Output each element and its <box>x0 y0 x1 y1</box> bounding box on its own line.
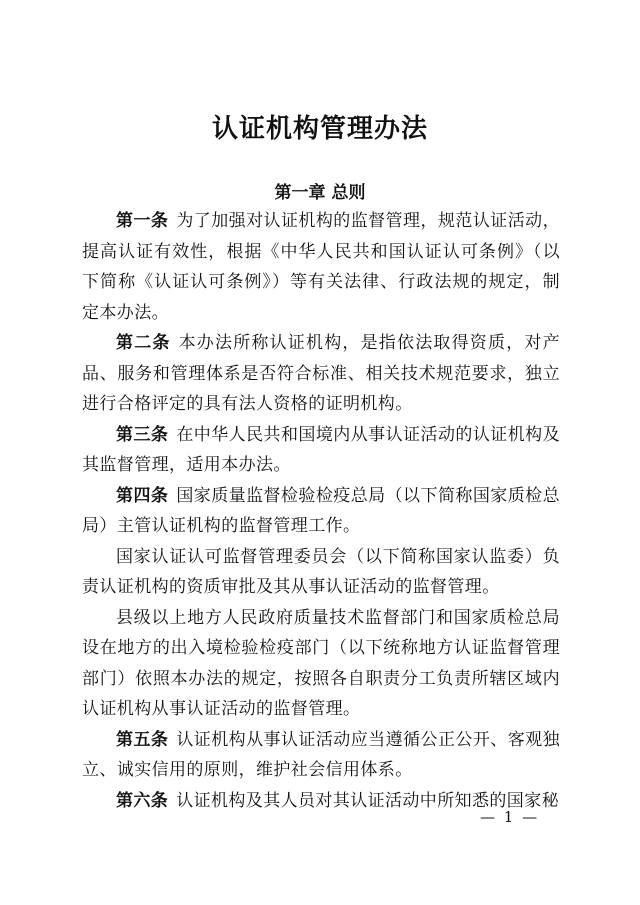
article-2 <box>82 328 560 420</box>
article-text: 国家质量监督检验检疫总局（以下简称国家质检总局）主管认证机构的监督管理工作。 <box>82 485 560 536</box>
article-label: 第一条 <box>116 211 169 231</box>
article-text: 在中华人民共和国境内从事认证活动的认证机构及其监督管理，适用本办法。 <box>82 424 560 475</box>
article-4-paragraph-3 <box>82 603 560 725</box>
chapter-heading: 第一章 总则 <box>274 183 366 203</box>
article-text: 认证机构从事认证活动应当遵循公正公开、客观独立、诚实信用的原则，维护社会信用体系。 <box>82 729 560 780</box>
article-label: 第六条 <box>116 790 169 811</box>
article-label: 第二条 <box>116 333 171 353</box>
article-label: 第四条 <box>116 485 169 506</box>
article-4 <box>82 481 560 542</box>
paragraph-text: 县级以上地方人民政府质量技术监督部门和国家质检总局设在地方的出入境检验检疫部门（以下统称地方认证监督管理部门）依照本办法的规定，按照各自职责分工负责所辖区域内认证机构从事认证活动的监督管理。 <box>82 607 560 719</box>
article-text: 为了加强对认证机构的监督管理，规范认证活动，提高认证有效性，根据《中华人民共和国认证认可条例》（以下简称《认证认可条例》）等有关法律、行政法规的规定，制定本办法。 <box>82 211 560 323</box>
page-number: — 1 — <box>480 808 540 826</box>
paragraph-text: 国家认证认可监督管理委员会（以下简称国家认监委）负责认证机构的资质审批及其从事认证活动的监督管理。 <box>82 546 560 597</box>
article-text: 本办法所称认证机构，是指依法取得资质，对产品、服务和管理体系是否符合标准、相关技术规范要求，独立进行合格评定的具有法人资格的证明机构。 <box>82 333 561 414</box>
article-label: 第五条 <box>116 729 169 750</box>
article-3 <box>82 420 560 481</box>
article-4-paragraph-2 <box>82 542 560 603</box>
article-text: 认证机构及其人员对其认证活动中所知悉的国家秘 <box>176 790 560 811</box>
article-label: 第三条 <box>116 424 169 445</box>
article-1 <box>82 206 560 328</box>
document-title: 认证机构管理办法 <box>211 114 428 144</box>
document-body <box>82 206 560 816</box>
article-5 <box>82 725 560 786</box>
